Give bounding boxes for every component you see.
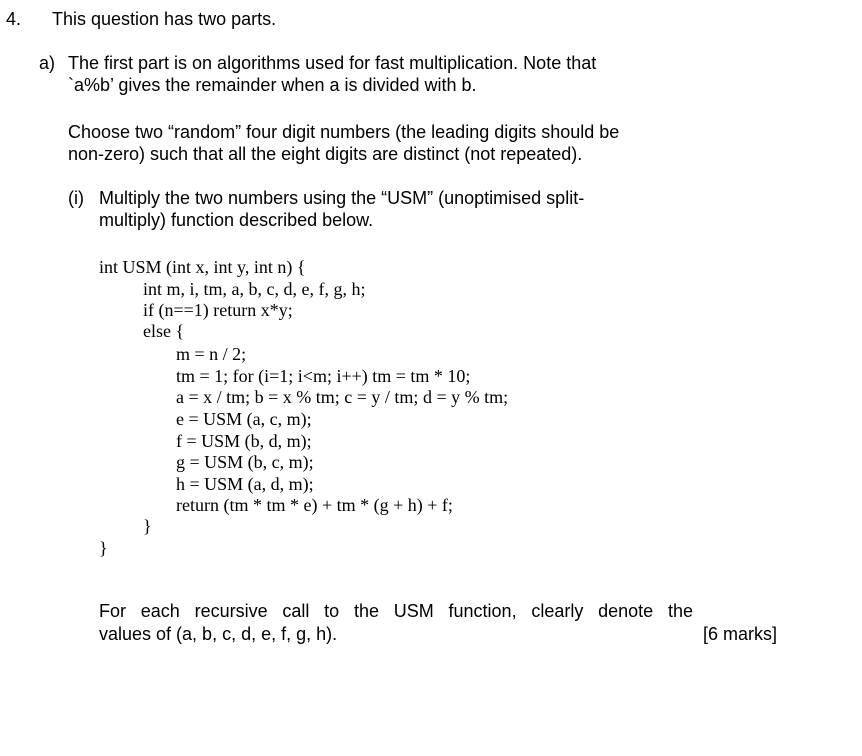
code-line: a = x / tm; b = x % tm; c = y / tm; d = y % tm; — [176, 387, 509, 407]
marks-label: [6 marks] — [703, 624, 778, 644]
subpart-i-label: (i) — [68, 188, 84, 208]
subpart-i-line-1: Multiply the two numbers using the “USM” (unoptimised split- — [99, 188, 585, 208]
code-line: f = USM (b, d, m); — [176, 431, 312, 451]
code-line: if (n==1) return x*y; — [143, 300, 293, 320]
part-a-label: a) — [39, 53, 56, 73]
code-line: m = n / 2; — [176, 344, 247, 364]
choose-line-1: Choose two “random” four digit numbers (the leading digits should be — [68, 122, 620, 142]
code-line: e = USM (a, c, m); — [176, 409, 312, 429]
instruction-line-1: For each recursive call to the USM function, clearly denote the — [99, 601, 693, 621]
question-number: 4. — [6, 9, 22, 29]
part-a-line-1: The first part is on algorithms used for fast multiplication. Note that — [68, 53, 597, 73]
code-line: return (tm * tm * e) + tm * (g + h) + f; — [176, 495, 453, 515]
code-line: int USM (int x, int y, int n) { — [99, 257, 306, 277]
question-intro: This question has two parts. — [52, 9, 277, 29]
code-line: g = USM (b, c, m); — [176, 452, 314, 472]
code-line: int m, i, tm, a, b, c, d, e, f, g, h; — [143, 279, 366, 299]
code-line: } — [99, 538, 108, 558]
code-line: } — [143, 516, 152, 536]
instruction-line-2: values of (a, b, c, d, e, f, g, h). — [99, 624, 338, 644]
part-a-line-2: `a%b’ gives the remainder when a is divided with b. — [68, 75, 477, 95]
code-line: tm = 1; for (i=1; i<m; i++) tm = tm * 10; — [176, 366, 471, 386]
choose-line-2: non-zero) such that all the eight digits are distinct (not repeated). — [68, 144, 583, 164]
subpart-i-line-2: multiply) function described below. — [99, 210, 374, 230]
code-line: h = USM (a, d, m); — [176, 474, 314, 494]
code-line: else { — [143, 321, 185, 341]
